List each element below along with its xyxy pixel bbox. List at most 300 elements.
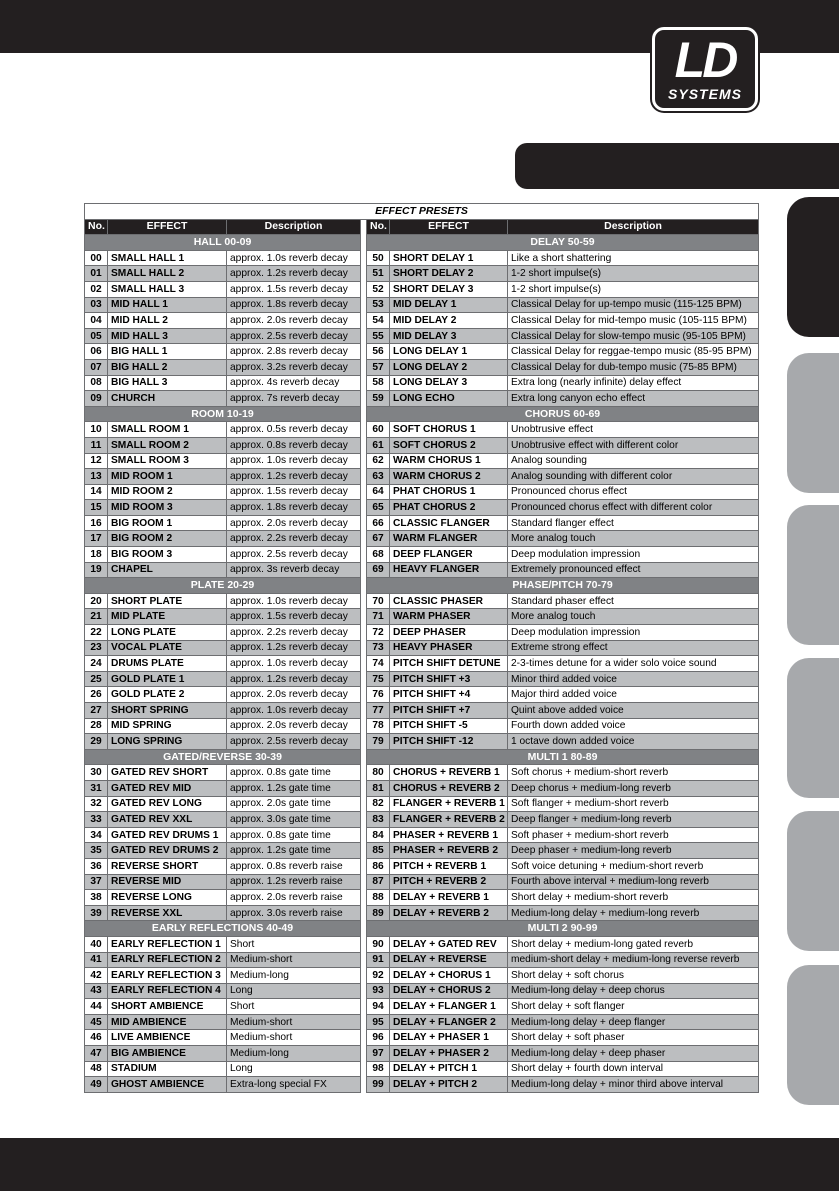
group-header-row	[85, 235, 759, 251]
table-row	[85, 890, 759, 906]
preset-number: 87	[367, 874, 390, 890]
effect-description: Classical Delay for up-tempo music (115-125 BPM)	[508, 297, 759, 313]
preset-number: 99	[367, 1077, 390, 1093]
effect-name: SMALL HALL 1	[108, 250, 227, 266]
effect-description: Deep modulation impression	[508, 625, 759, 641]
effect-description: Medium-short	[227, 1030, 361, 1046]
header-description-right: Description	[508, 219, 759, 235]
preset-number: 20	[85, 593, 108, 609]
group-header-row	[85, 578, 759, 594]
effect-description: More analog touch	[508, 609, 759, 625]
effect-description: approx. 2.8s reverb decay	[227, 344, 361, 360]
table-row	[85, 703, 759, 719]
table-row	[85, 422, 759, 438]
effect-name: PITCH SHIFT +4	[390, 687, 508, 703]
group-header-right: CHORUS 60-69	[367, 406, 759, 422]
effect-name: LONG DELAY 1	[390, 344, 508, 360]
preset-number: 80	[367, 765, 390, 781]
effect-description: approx. 0.5s reverb decay	[227, 422, 361, 438]
table-row	[85, 812, 759, 828]
preset-number: 06	[85, 344, 108, 360]
effect-description: approx. 1.8s reverb decay	[227, 500, 361, 516]
effect-name: SHORT PLATE	[108, 593, 227, 609]
preset-number: 66	[367, 515, 390, 531]
effect-name: REVERSE SHORT	[108, 858, 227, 874]
table-row	[85, 952, 759, 968]
effect-name: PITCH SHIFT -5	[390, 718, 508, 734]
group-header-left: GATED/REVERSE 30-39	[85, 749, 361, 765]
effect-name: PHAT CHORUS 2	[390, 500, 508, 516]
preset-number: 52	[367, 281, 390, 297]
effect-description: approx. 1.2s reverb raise	[227, 874, 361, 890]
effect-description: approx. 1.5s reverb decay	[227, 484, 361, 500]
preset-number: 04	[85, 313, 108, 329]
effect-description: approx. 2.0s reverb decay	[227, 718, 361, 734]
effect-name: LONG ECHO	[390, 391, 508, 407]
preset-number: 49	[85, 1077, 108, 1093]
effect-name: MID AMBIENCE	[108, 1014, 227, 1030]
preset-number: 74	[367, 656, 390, 672]
preset-number: 27	[85, 703, 108, 719]
table-row	[85, 968, 759, 984]
preset-number: 63	[367, 469, 390, 485]
preset-number: 15	[85, 500, 108, 516]
effect-name: CLASSIC PHASER	[390, 593, 508, 609]
preset-number: 59	[367, 391, 390, 407]
preset-number: 83	[367, 812, 390, 828]
preset-number: 97	[367, 1046, 390, 1062]
effect-description: 1 octave down added voice	[508, 734, 759, 750]
preset-number: 51	[367, 266, 390, 282]
preset-number: 02	[85, 281, 108, 297]
effect-description: approx. 1.2s gate time	[227, 843, 361, 859]
preset-number: 86	[367, 858, 390, 874]
effect-name: DELAY + REVERSE	[390, 952, 508, 968]
effect-name: MID HALL 1	[108, 297, 227, 313]
effect-description: approx. 2.5s reverb decay	[227, 547, 361, 563]
effect-description: approx. 4s reverb decay	[227, 375, 361, 391]
preset-number: 82	[367, 796, 390, 812]
preset-number: 30	[85, 765, 108, 781]
preset-number: 93	[367, 983, 390, 999]
effect-name: SMALL ROOM 2	[108, 437, 227, 453]
preset-number: 01	[85, 266, 108, 282]
effect-name: SHORT DELAY 2	[390, 266, 508, 282]
table-row	[85, 469, 759, 485]
effect-name: LONG DELAY 2	[390, 359, 508, 375]
effect-description: Deep phaser + medium-long reverb	[508, 843, 759, 859]
effect-description: approx. 1.8s reverb decay	[227, 297, 361, 313]
effect-name: LIVE AMBIENCE	[108, 1030, 227, 1046]
effect-description: Medium-long delay + deep chorus	[508, 983, 759, 999]
preset-number: 36	[85, 858, 108, 874]
preset-number: 21	[85, 609, 108, 625]
header-effect-right: EFFECT	[390, 219, 508, 235]
preset-number: 22	[85, 625, 108, 641]
logo-sub-text: SYSTEMS	[668, 86, 742, 102]
effect-name: GATED REV MID	[108, 780, 227, 796]
table-row	[85, 500, 759, 516]
effect-description: More analog touch	[508, 531, 759, 547]
header-description-left: Description	[227, 219, 361, 235]
effect-description: Medium-long delay + deep phaser	[508, 1046, 759, 1062]
effect-description: Analog sounding with different color	[508, 469, 759, 485]
effect-description: approx. 1.2s reverb decay	[227, 266, 361, 282]
effect-name: DELAY + PHASER 2	[390, 1046, 508, 1062]
group-header-right: MULTI 1 80-89	[367, 749, 759, 765]
effect-name: DELAY + REVERB 2	[390, 905, 508, 921]
effect-description: approx. 1.2s reverb decay	[227, 469, 361, 485]
effect-name: DELAY + PHASER 1	[390, 1030, 508, 1046]
effect-description: approx. 3.2s reverb decay	[227, 359, 361, 375]
preset-number: 12	[85, 453, 108, 469]
effect-name: BIG HALL 1	[108, 344, 227, 360]
effect-description: approx. 2.0s reverb decay	[227, 687, 361, 703]
effect-description: Short	[227, 936, 361, 952]
side-tab-1[interactable]	[787, 197, 839, 337]
effect-description: Like a short shattering	[508, 250, 759, 266]
effect-name: PITCH + REVERB 2	[390, 874, 508, 890]
table-title-row	[85, 204, 759, 220]
table-row	[85, 718, 759, 734]
preset-number: 28	[85, 718, 108, 734]
effect-description: Standard phaser effect	[508, 593, 759, 609]
table-row	[85, 297, 759, 313]
preset-number: 40	[85, 936, 108, 952]
table-row	[85, 1077, 759, 1093]
effect-description: medium-short delay + medium-long reverse reverb	[508, 952, 759, 968]
preset-number: 78	[367, 718, 390, 734]
preset-number: 50	[367, 250, 390, 266]
effect-name: FLANGER + REVERB 1	[390, 796, 508, 812]
preset-number: 24	[85, 656, 108, 672]
preset-number: 48	[85, 1061, 108, 1077]
section-header-pill	[515, 143, 839, 189]
preset-number: 03	[85, 297, 108, 313]
effect-description: approx. 2.0s reverb raise	[227, 890, 361, 906]
effect-name: WARM PHASER	[390, 609, 508, 625]
table-row	[85, 453, 759, 469]
table-row	[85, 983, 759, 999]
preset-number: 39	[85, 905, 108, 921]
table-row	[85, 858, 759, 874]
effect-description: Minor third added voice	[508, 671, 759, 687]
preset-number: 96	[367, 1030, 390, 1046]
effect-name: DELAY + GATED REV	[390, 936, 508, 952]
effect-description: Fourth down added voice	[508, 718, 759, 734]
preset-number: 08	[85, 375, 108, 391]
effect-name: REVERSE XXL	[108, 905, 227, 921]
effect-description: 1-2 short impulse(s)	[508, 281, 759, 297]
effect-description: Long	[227, 1061, 361, 1077]
table-row	[85, 593, 759, 609]
effect-name: PITCH SHIFT DETUNE	[390, 656, 508, 672]
effect-name: CLASSIC FLANGER	[390, 515, 508, 531]
effect-name: LONG DELAY 3	[390, 375, 508, 391]
effect-description: Medium-long delay + deep flanger	[508, 1014, 759, 1030]
effect-name: MID ROOM 1	[108, 469, 227, 485]
effect-name: GATED REV SHORT	[108, 765, 227, 781]
effect-description: Short delay + fourth down interval	[508, 1061, 759, 1077]
effect-description: Short delay + soft flanger	[508, 999, 759, 1015]
preset-number: 14	[85, 484, 108, 500]
preset-number: 32	[85, 796, 108, 812]
table-row	[85, 905, 759, 921]
effect-description: approx. 0.8s reverb decay	[227, 437, 361, 453]
effect-name: BIG ROOM 2	[108, 531, 227, 547]
effect-description: approx. 1.0s reverb decay	[227, 703, 361, 719]
preset-number: 16	[85, 515, 108, 531]
side-tab-2[interactable]	[787, 353, 839, 493]
table-row	[85, 1046, 759, 1062]
header-no-right: No.	[367, 219, 390, 235]
effect-name: SMALL ROOM 1	[108, 422, 227, 438]
effect-name: SMALL HALL 2	[108, 266, 227, 282]
effect-name: SOFT CHORUS 2	[390, 437, 508, 453]
preset-number: 98	[367, 1061, 390, 1077]
effect-name: BIG HALL 3	[108, 375, 227, 391]
table-row	[85, 780, 759, 796]
effect-name: EARLY REFLECTION 2	[108, 952, 227, 968]
effect-name: DELAY + FLANGER 1	[390, 999, 508, 1015]
table-row	[85, 359, 759, 375]
effect-name: LONG SPRING	[108, 734, 227, 750]
effect-name: DEEP PHASER	[390, 625, 508, 641]
preset-number: 75	[367, 671, 390, 687]
effect-description: approx. 2.0s reverb decay	[227, 515, 361, 531]
preset-number: 89	[367, 905, 390, 921]
preset-number: 70	[367, 593, 390, 609]
effect-name: WARM CHORUS 1	[390, 453, 508, 469]
effect-name: PHASER + REVERB 1	[390, 827, 508, 843]
effect-name: REVERSE LONG	[108, 890, 227, 906]
effect-description: Deep chorus + medium-long reverb	[508, 780, 759, 796]
preset-number: 05	[85, 328, 108, 344]
effect-description: Major third added voice	[508, 687, 759, 703]
effect-description: Analog sounding	[508, 453, 759, 469]
effect-description: Extreme strong effect	[508, 640, 759, 656]
effect-presets-table	[84, 203, 759, 1093]
effect-name: HEAVY PHASER	[390, 640, 508, 656]
table-title: EFFECT PRESETS	[85, 204, 759, 220]
table-row	[85, 936, 759, 952]
side-tab-5[interactable]	[787, 811, 839, 951]
effect-description: approx. 2.2s reverb decay	[227, 531, 361, 547]
effect-name: MID SPRING	[108, 718, 227, 734]
preset-number: 77	[367, 703, 390, 719]
preset-number: 79	[367, 734, 390, 750]
effect-description: Short delay + soft chorus	[508, 968, 759, 984]
effect-name: VOCAL PLATE	[108, 640, 227, 656]
effect-name: PHASER + REVERB 2	[390, 843, 508, 859]
preset-number: 71	[367, 609, 390, 625]
preset-number: 18	[85, 547, 108, 563]
group-header-right: PHASE/PITCH 70-79	[367, 578, 759, 594]
effect-name: BIG HALL 2	[108, 359, 227, 375]
preset-number: 92	[367, 968, 390, 984]
effect-description: Fourth above interval + medium-long reverb	[508, 874, 759, 890]
effect-description: approx. 0.8s gate time	[227, 827, 361, 843]
effect-description: approx. 3s reverb decay	[227, 562, 361, 578]
preset-number: 25	[85, 671, 108, 687]
effect-name: CHAPEL	[108, 562, 227, 578]
effect-description: Extra-long special FX	[227, 1077, 361, 1093]
effect-description: Medium-long delay + medium-long reverb	[508, 905, 759, 921]
effect-name: LONG PLATE	[108, 625, 227, 641]
group-header-left: ROOM 10-19	[85, 406, 361, 422]
preset-number: 69	[367, 562, 390, 578]
effect-name: PITCH + REVERB 1	[390, 858, 508, 874]
table-row	[85, 344, 759, 360]
preset-number: 26	[85, 687, 108, 703]
preset-number: 65	[367, 500, 390, 516]
effect-name: MID ROOM 3	[108, 500, 227, 516]
effect-description: Classical Delay for reggae-tempo music (85-95 BPM)	[508, 344, 759, 360]
preset-number: 38	[85, 890, 108, 906]
group-header-row	[85, 921, 759, 937]
effect-description: Soft voice detuning + medium-short reverb	[508, 858, 759, 874]
bottom-bar	[0, 1138, 839, 1191]
effect-name: DELAY + FLANGER 2	[390, 1014, 508, 1030]
effect-description: Long	[227, 983, 361, 999]
table-row	[85, 1014, 759, 1030]
table-row	[85, 999, 759, 1015]
table-row	[85, 640, 759, 656]
effect-name: GATED REV XXL	[108, 812, 227, 828]
preset-number: 19	[85, 562, 108, 578]
table-row	[85, 547, 759, 563]
side-tab-3[interactable]	[787, 505, 839, 645]
effect-description: Short delay + medium-short reverb	[508, 890, 759, 906]
effect-name: PITCH SHIFT +3	[390, 671, 508, 687]
effect-name: DELAY + CHORUS 1	[390, 968, 508, 984]
preset-number: 37	[85, 874, 108, 890]
effect-description: Deep flanger + medium-long reverb	[508, 812, 759, 828]
effect-description: approx. 7s reverb decay	[227, 391, 361, 407]
effect-name: DELAY + PITCH 2	[390, 1077, 508, 1093]
preset-number: 58	[367, 375, 390, 391]
effect-description: approx. 2.0s gate time	[227, 796, 361, 812]
header-effect-left: EFFECT	[108, 219, 227, 235]
effect-name: GOLD PLATE 1	[108, 671, 227, 687]
table-row	[85, 531, 759, 547]
effect-description: approx. 1.5s reverb decay	[227, 609, 361, 625]
table-row	[85, 313, 759, 329]
logo-main-text: LD	[674, 32, 736, 88]
effect-name: DEEP FLANGER	[390, 547, 508, 563]
preset-number: 62	[367, 453, 390, 469]
effect-name: MID HALL 3	[108, 328, 227, 344]
table-row	[85, 687, 759, 703]
preset-number: 13	[85, 469, 108, 485]
table-row	[85, 734, 759, 750]
effect-name: SHORT DELAY 3	[390, 281, 508, 297]
effect-name: BIG AMBIENCE	[108, 1046, 227, 1062]
preset-number: 85	[367, 843, 390, 859]
table-row	[85, 671, 759, 687]
effect-description: Classical Delay for mid-tempo music (105-115 BPM)	[508, 313, 759, 329]
effect-name: FLANGER + REVERB 2	[390, 812, 508, 828]
preset-number: 29	[85, 734, 108, 750]
preset-number: 09	[85, 391, 108, 407]
effect-name: DELAY + CHORUS 2	[390, 983, 508, 999]
effect-name: EARLY REFLECTION 1	[108, 936, 227, 952]
effect-description: Soft chorus + medium-short reverb	[508, 765, 759, 781]
preset-number: 23	[85, 640, 108, 656]
table-row	[85, 609, 759, 625]
preset-number: 55	[367, 328, 390, 344]
effect-name: MID HALL 2	[108, 313, 227, 329]
table-row	[85, 656, 759, 672]
effect-description: Short	[227, 999, 361, 1015]
effect-description: Deep modulation impression	[508, 547, 759, 563]
effect-name: MID ROOM 2	[108, 484, 227, 500]
preset-number: 60	[367, 422, 390, 438]
effect-description: approx. 0.8s gate time	[227, 765, 361, 781]
effect-name: STADIUM	[108, 1061, 227, 1077]
preset-number: 72	[367, 625, 390, 641]
table-row	[85, 874, 759, 890]
preset-number: 10	[85, 422, 108, 438]
effect-name: CHURCH	[108, 391, 227, 407]
preset-number: 17	[85, 531, 108, 547]
preset-number: 88	[367, 890, 390, 906]
table-row	[85, 843, 759, 859]
effect-description: approx. 1.2s gate time	[227, 780, 361, 796]
effect-description: Pronounced chorus effect	[508, 484, 759, 500]
table-header-row	[85, 219, 759, 235]
effect-name: HEAVY FLANGER	[390, 562, 508, 578]
effect-description: Pronounced chorus effect with different color	[508, 500, 759, 516]
header-no-left: No.	[85, 219, 108, 235]
table-row	[85, 484, 759, 500]
effect-name: DELAY + PITCH 1	[390, 1061, 508, 1077]
effect-name: MID DELAY 1	[390, 297, 508, 313]
effect-description: Unobtrusive effect	[508, 422, 759, 438]
side-tab-6[interactable]	[787, 965, 839, 1105]
effect-name: CHORUS + REVERB 1	[390, 765, 508, 781]
effect-name: SOFT CHORUS 1	[390, 422, 508, 438]
effect-description: Medium-short	[227, 1014, 361, 1030]
preset-number: 68	[367, 547, 390, 563]
table-row	[85, 625, 759, 641]
effect-name: SMALL ROOM 3	[108, 453, 227, 469]
preset-number: 57	[367, 359, 390, 375]
effect-name: BIG ROOM 1	[108, 515, 227, 531]
preset-number: 90	[367, 936, 390, 952]
effect-name: CHORUS + REVERB 2	[390, 780, 508, 796]
effect-name: WARM FLANGER	[390, 531, 508, 547]
effect-name: PITCH SHIFT +7	[390, 703, 508, 719]
effect-description: Soft flanger + medium-short reverb	[508, 796, 759, 812]
table-row	[85, 1061, 759, 1077]
effect-name: BIG ROOM 3	[108, 547, 227, 563]
effect-name: PHAT CHORUS 1	[390, 484, 508, 500]
table-row	[85, 266, 759, 282]
table-row	[85, 1030, 759, 1046]
table-row	[85, 328, 759, 344]
table-row	[85, 796, 759, 812]
effect-description: approx. 2.5s reverb decay	[227, 734, 361, 750]
effect-description: Medium-short	[227, 952, 361, 968]
table-row	[85, 765, 759, 781]
effect-description: approx. 0.8s reverb raise	[227, 858, 361, 874]
effect-name: SMALL HALL 3	[108, 281, 227, 297]
side-tab-4[interactable]	[787, 658, 839, 798]
effect-description: approx. 1.0s reverb decay	[227, 250, 361, 266]
effect-description: Short delay + soft phaser	[508, 1030, 759, 1046]
preset-number: 43	[85, 983, 108, 999]
